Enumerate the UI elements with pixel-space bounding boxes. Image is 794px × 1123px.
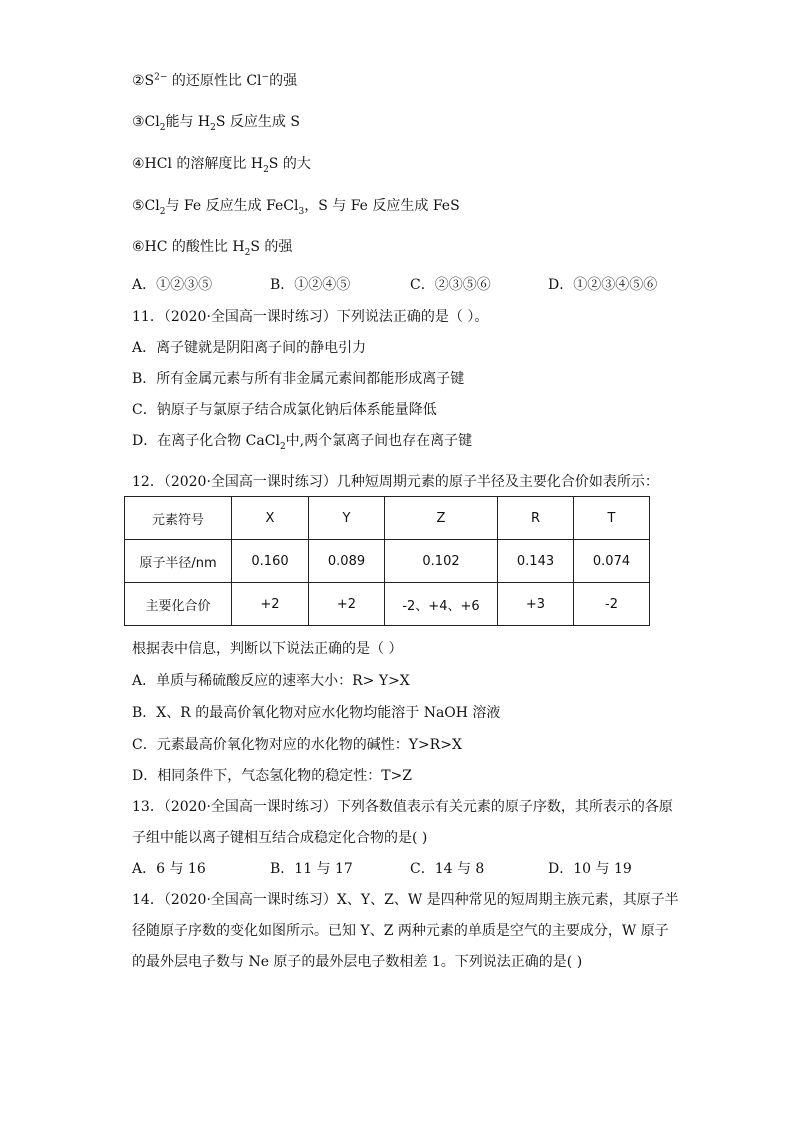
item-4-text-a: ④HCl 的溶解度比 H — [132, 156, 264, 172]
q12-option-a: A．单质与稀硫酸反应的速率大小：R> Y>X — [132, 673, 410, 689]
q12-stem: 12．（2020·全国高一课时练习）几种短周期元素的原子半径及主要化合价如表所示： — [132, 474, 659, 490]
q12-option-c: C．元素最高价氧化物对应的水化物的碱性：Y>R>X — [132, 737, 462, 753]
table-header-cell: Y — [309, 497, 385, 540]
item-2-text-b: 的还原性比 Cl — [167, 73, 262, 89]
table-cell: 0.143 — [498, 540, 574, 583]
item-6-text-b: S 的强 — [250, 239, 293, 255]
q13-option-d: D．10 与 19 — [548, 861, 632, 877]
item-3 — [132, 113, 300, 131]
table-cell: 主要化合价 — [125, 583, 232, 626]
table-cell: 0.074 — [574, 540, 650, 583]
table-cell: +3 — [498, 583, 574, 626]
item-3-sub-b: 2 — [210, 122, 216, 133]
table-cell: -2 — [574, 583, 650, 626]
table-header-cell: 元素符号 — [125, 497, 232, 540]
q13-option-a: A．6 与 16 — [132, 861, 206, 877]
table-cell: 0.160 — [232, 540, 309, 583]
q11-option-c: C．钠原子与氯原子结合成氯化钠后体系能量降低 — [132, 402, 437, 418]
item-5-sub-a: 2 — [159, 206, 166, 217]
item-6 — [132, 238, 292, 256]
table-cell: 0.102 — [385, 540, 498, 583]
q12-lead: 根据表中信息，判断以下说法正确的是（ ） — [132, 641, 403, 657]
table-row — [125, 583, 650, 626]
table-header-cell: Z — [385, 497, 498, 540]
item-2-sup-b: − — [261, 72, 270, 83]
table-header-cell: X — [232, 497, 309, 540]
item-6-text-a: ⑥HC 的酸性比 H — [132, 239, 245, 255]
item-2-text-c: 的强 — [269, 73, 298, 89]
q11-option-d-sub: 2 — [279, 441, 286, 452]
item-6-sub: 2 — [244, 247, 251, 258]
q10-option-d: D．①②③④⑤⑥ — [548, 277, 658, 293]
item-2-sup-a: 2− — [154, 72, 168, 83]
q12-option-b: B．X、R 的最高价氧化物对应水化物均能溶于 NaOH 溶液 — [132, 705, 501, 721]
q12-option-d: D．相同条件下，气态氢化物的稳定性：T>Z — [132, 768, 413, 784]
item-2 — [132, 72, 297, 90]
q10-option-c: C．②③⑤⑥ — [410, 277, 491, 293]
q13-option-c: C．14 与 8 — [410, 861, 485, 877]
item-5 — [132, 197, 460, 215]
item-4-sub: 2 — [263, 164, 269, 175]
item-4-text-b: S 的大 — [268, 156, 311, 172]
q13-option-b: B．11 与 17 — [270, 861, 353, 877]
table-cell: 0.089 — [309, 540, 385, 583]
item-4 — [132, 155, 311, 173]
q11-option-d-text-b: 中,两个氯离子间也存在离子键 — [285, 433, 473, 449]
table-cell: +2 — [309, 583, 385, 626]
table-row — [125, 540, 650, 583]
q13-stem-line-1: 13．（2020·全国高一课时练习）下列各数值表示有关元素的原子序数，其所表示的各原 — [132, 799, 673, 815]
item-5-text-c: ，S 与 Fe 反应生成 FeS — [304, 198, 460, 214]
element-table — [124, 496, 650, 626]
item-3-text-b: 能与 H — [165, 114, 211, 130]
item-5-text-b: 与 Fe 反应生成 FeCl — [165, 198, 299, 214]
item-2-text-a: ②S — [132, 73, 155, 89]
q11-option-d — [132, 432, 472, 450]
q14-stem-line-2: 径随原子序数的变化如图所示。已知 Y、Z 两种元素的单质是空气的主要成分，W 原子 — [132, 923, 669, 939]
q14-stem-line-1: 14．（2020·全国高一课时练习）X、Y、Z、W 是四种常见的短周期主族元素，其原子半 — [132, 892, 679, 908]
item-3-sub-a: 2 — [159, 122, 166, 133]
item-3-text-a: ③Cl — [132, 114, 160, 130]
q11-stem: 11．（2020·全国高一课时练习）下列说法正确的是（ ）。 — [132, 309, 489, 325]
table-header-cell: T — [574, 497, 650, 540]
q11-option-b: B．所有金属元素与所有非金属元素间都能形成离子键 — [132, 371, 465, 387]
item-5-sub-b: 3 — [298, 206, 305, 217]
q10-option-b: B．①②④⑤ — [270, 277, 351, 293]
table-header-cell: R — [498, 497, 574, 540]
table-header-row — [125, 497, 650, 540]
q11-option-a: A．离子键就是阴阳离子间的静电引力 — [132, 340, 367, 356]
q13-stem-line-2: 子组中能以离子键相互结合成稳定化合物的是( ) — [132, 830, 428, 846]
table-cell: -2、+4、+6 — [385, 583, 498, 626]
q11-option-d-text-a: D．在离子化合物 CaCl — [132, 433, 280, 449]
q10-option-a: A．①②③⑤ — [132, 277, 213, 293]
table-cell: 原子半径/nm — [125, 540, 232, 583]
item-3-text-c: S 反应生成 S — [215, 114, 300, 130]
q14-stem-line-3: 的最外层电子数与 Ne 原子的最外层电子数相差 1。下列说法正确的是( ) — [132, 954, 583, 970]
table-cell: +2 — [232, 583, 309, 626]
item-5-text-a: ⑤Cl — [132, 198, 160, 214]
